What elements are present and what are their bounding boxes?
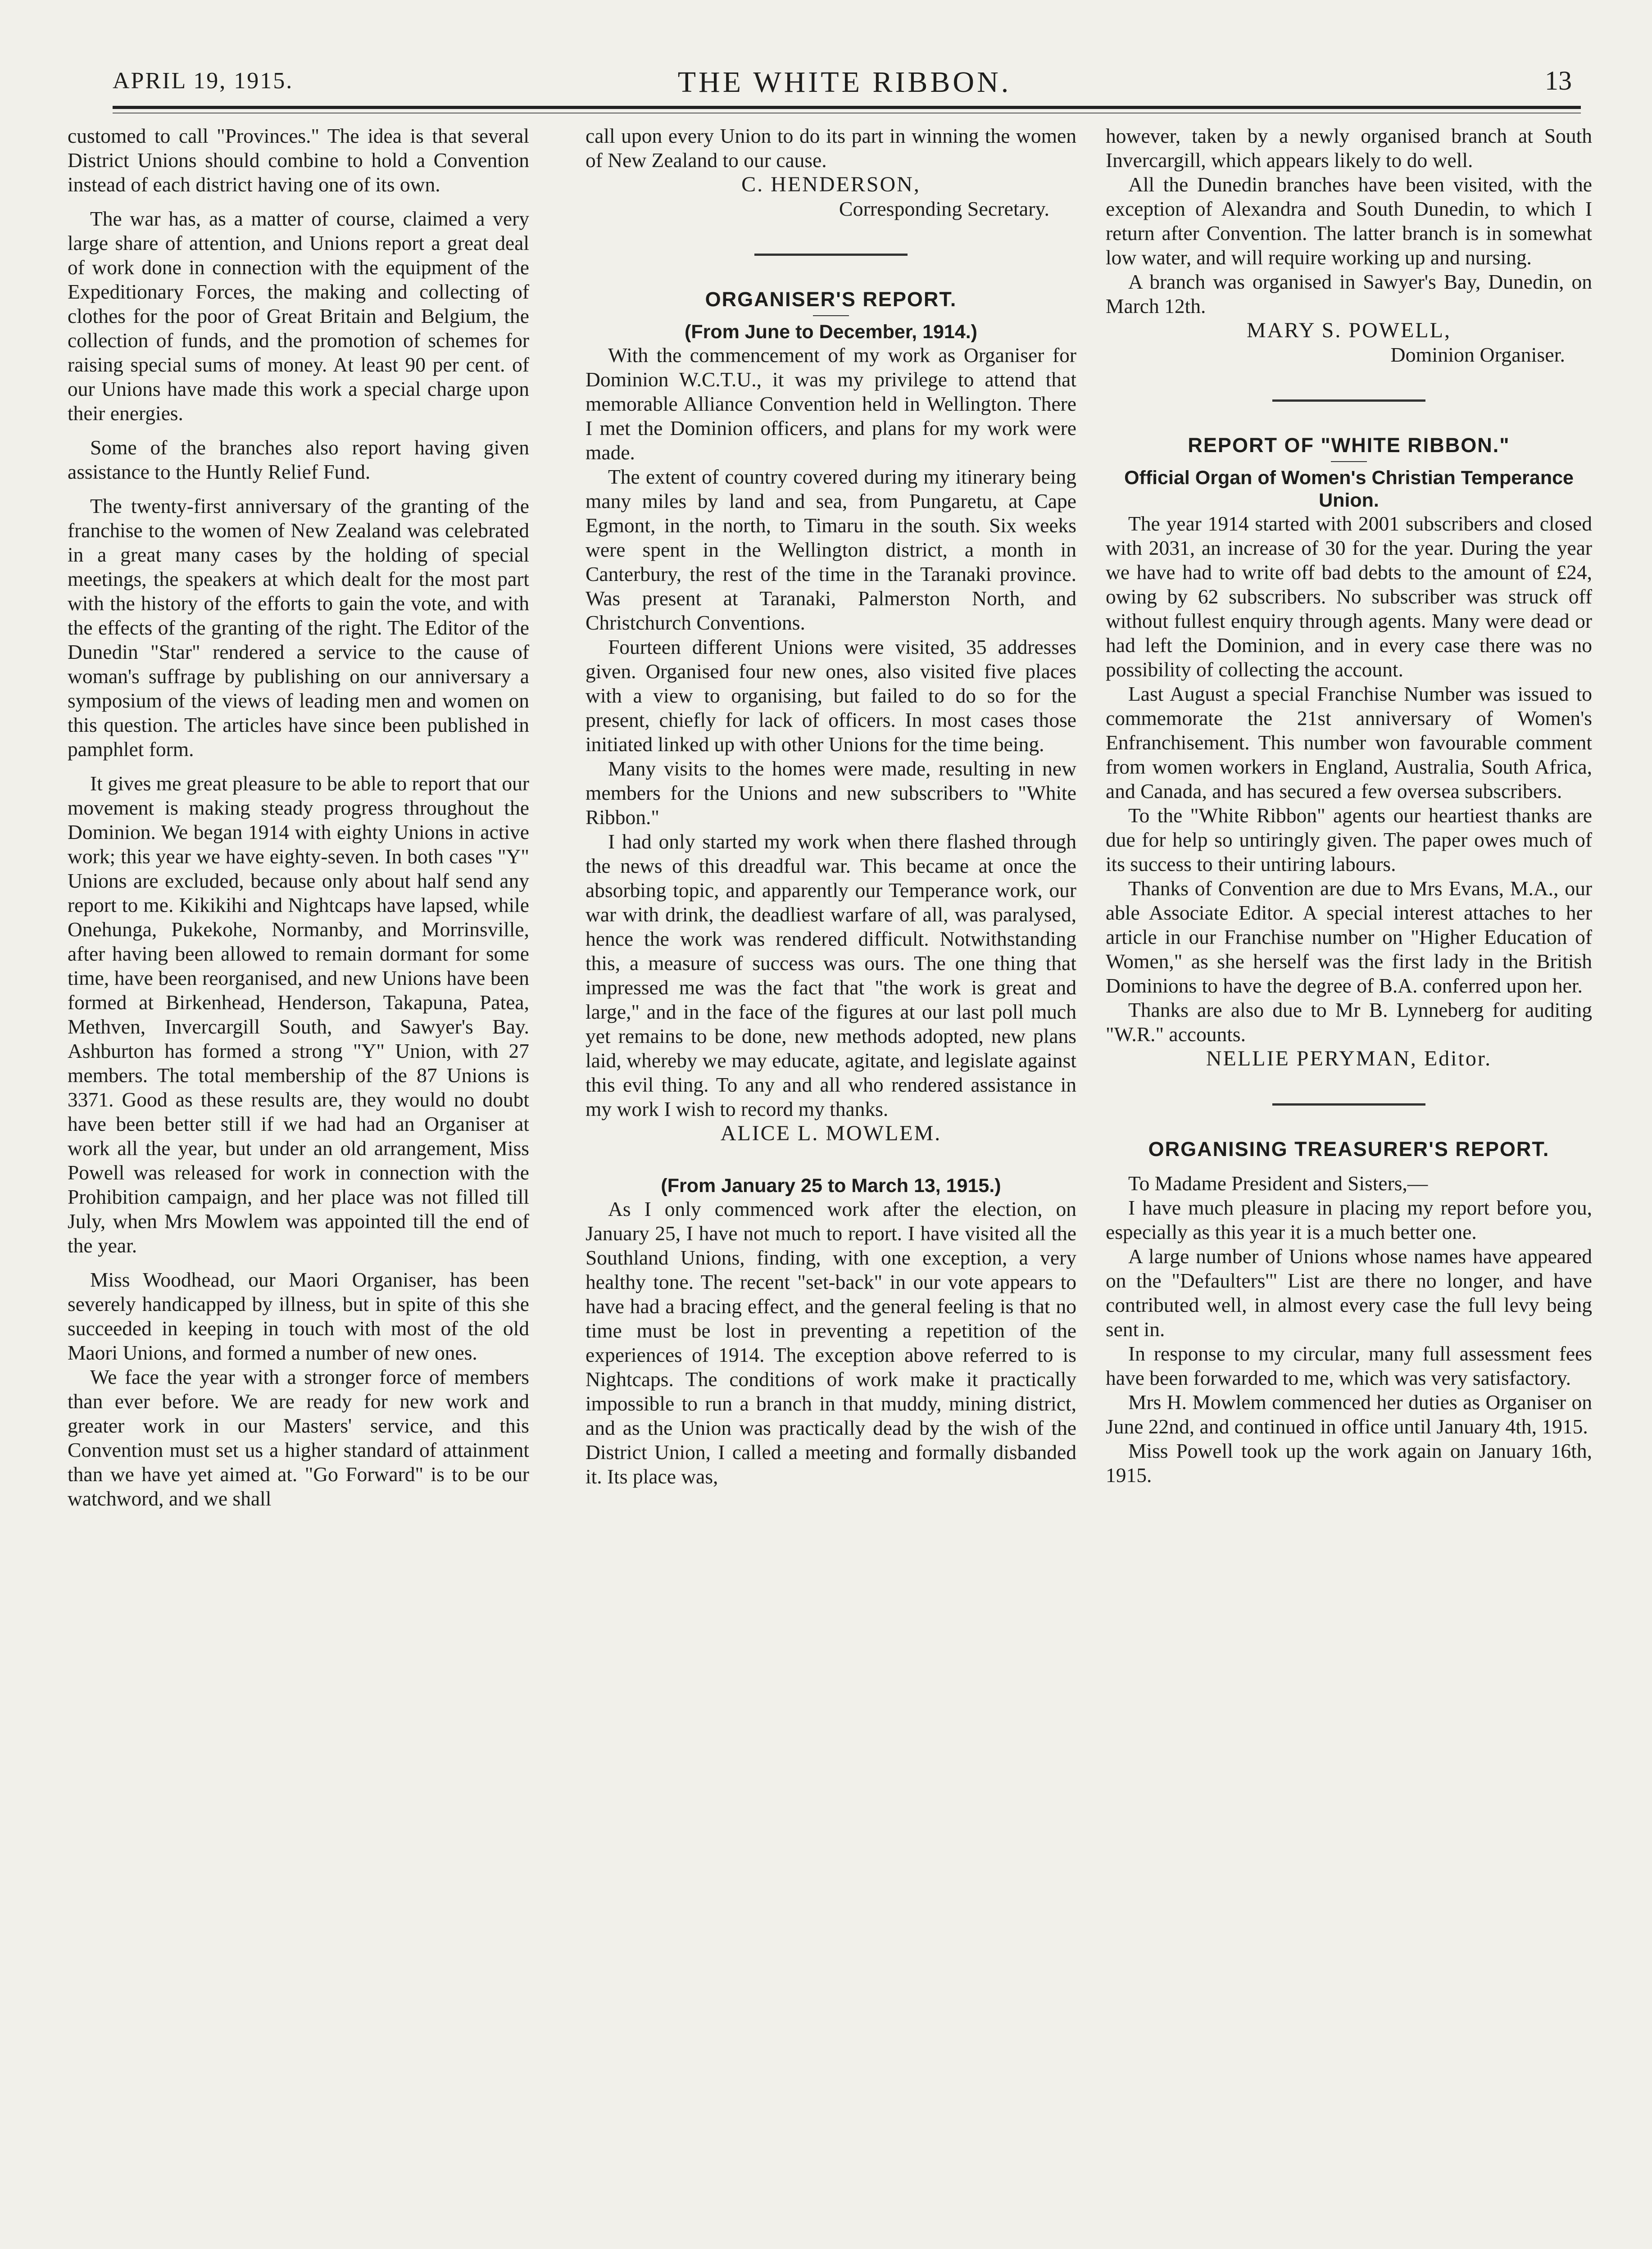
section-heading: ORGANISING TREASURER'S REPORT. <box>1148 1138 1550 1161</box>
section-subheading: (From January 25 to March 13, 1915.) <box>661 1175 1001 1197</box>
paragraph: call upon every Union to do its part in winning the women of New Zealand to our cause. <box>585 124 1076 172</box>
section-divider <box>754 254 908 256</box>
paragraph: A branch was organised in Sawyer's Bay, Dunedin, on March 12th. <box>1106 270 1592 317</box>
small-divider <box>813 315 849 316</box>
paragraph: Fourteen different Unions were visited, 35 addresses given. Organised four new ones, also visited five places with a view to organising, but failed to do so for the present, chiefly for lack of officers. In most cases those initiated linked up with other Unions for the time being. <box>585 635 1076 756</box>
paragraph: With the commencement of my work as Organiser for Dominion W.C.T.U., it was my privilege to attend that memorable Alliance Convention held in Wellington. There I met the Dominion officers, and plans for my work were made. <box>585 344 1076 464</box>
paragraph: Miss Woodhead, our Maori Organiser, has been severely handicapped by illness, but in spite of this she succeeded in keeping in touch with most of the old Maori Unions, and formed a number of new ones. <box>68 1268 529 1364</box>
paragraph: Thanks are also due to Mr B. Lynneberg for auditing "W.R." accounts. <box>1106 998 1592 1046</box>
paragraph: I have much pleasure in placing my report before you, especially as this year it is a much better one. <box>1106 1196 1592 1243</box>
paragraph: The war has, as a matter of course, claimed a very large share of attention, and Unions report a great deal of work done in connection with the equipment of the Expeditionary Forces, the making and collecting of clothes for the poor of Great Britain and Belgium, the collection of funds, and the promotion of schemes for raising special sums of money. At least 90 per cent. of our Unions have made this work a special charge upon their energies. <box>68 207 529 425</box>
paragraph: Last August a special Franchise Number was issued to commemorate the 21st anniversary of Women's Enfranchisement. This number won favourable comment from women workers in England, Australia, South Africa, and Canada, and has secured a few oversea subscribers. <box>1106 682 1592 803</box>
section-subheading: Official Organ of Women's Christian Temperance Union. <box>1124 467 1574 511</box>
paragraph: Thanks of Convention are due to Mrs Evans, M.A., our able Associate Editor. A special interest attaches to her article in our Franchise number on "Higher Education of Women," as she herself was the first lady in the British Dominions to have the degree of B.A. conferred upon her. <box>1106 877 1592 997</box>
paragraph: It gives me great pleasure to be able to report that our movement is making steady progress throughout the Dominion. We began 1914 with eighty Unions in active work; this year we have eighty-seven. In both cases "Y" Unions are excluded, because only about half send any report to me. Kikikihi and Nightcaps have lapsed, while Onehunga, Pukekohe, Normanby, and Morrinsville, after having been allowed to remain dormant for some time, have been reorganised, and new Unions have been formed at Birkenhead, Henderson, Takapuna, Patea, Methven, Invercargill South, and Sawyer's Bay. Ashburton has formed a strong "Y" Union, with 27 members. The total membership of the 87 Unions is 3371. Good as these results are, they would no doubt have been better still if we had had an Organiser at work all the year, but under an old arrangement, Miss Powell was released for work in connection with the Prohibition campaign, and her place was not filled till July, when Mrs Mowlem was appointed till the end of the year. <box>68 772 529 1257</box>
column-1 <box>68 124 529 1511</box>
paragraph: Mrs H. Mowlem commenced her duties as Organiser on June 22nd, and continued in office until January 4th, 1915. <box>1106 1391 1592 1438</box>
column-3 <box>1106 124 1592 1487</box>
paragraph: As I only commenced work after the election, on January 25, I have not much to report. I have visited all the Southland Unions, finding, with one exception, a very healthy tone. The recent "set-back" in our vote appears to have had a bracing effect, and the general feeling is that no time must be lost in preventing a repetition of the experiences of 1914. The exception above referred to is Nightcaps. The conditions of work make it practically impossible to run a branch in that muddy, mining district, and as the Union was practically dead by the wish of the District Union, I called a meeting and formally disbanded it. Its place was, <box>585 1197 1076 1488</box>
paragraph: Many visits to the homes were made, resulting in new members for the Unions and new subscribers to "White Ribbon." <box>585 757 1076 829</box>
page-header <box>113 54 1576 104</box>
paragraph: The twenty-first anniversary of the granting of the franchise to the women of New Zealand was celebrated in a great many cases by the holding of special meetings, the speakers at which dealt for the most part with the history of the efforts to gain the vote, and with the effects of the granting of the right. The Editor of the Dunedin "Star" rendered a service to the cause of woman's suffrage by publishing on our anniversary a symposium of the views of leading men and women on this question. The articles have since been published in pamphlet form. <box>68 494 529 761</box>
section-divider <box>1272 399 1425 402</box>
paragraph: Miss Powell took up the work again on January 16th, 1915. <box>1106 1439 1592 1487</box>
section-subheading: (From June to December, 1914.) <box>685 321 977 343</box>
section-heading: ORGANISER'S REPORT. <box>705 288 957 311</box>
paragraph: I had only started my work when there flashed through the news of this dreadful war. This became at once the absorbing topic, and apparently our Temperance work, our war with drink, the deadliest warfare of all, was paralysed, hence the work was rendered difficult. Notwithstanding this, a measure of success was ours. The one thing that impressed me was the fact that "the work is great and large," and in the face of the figures at our last poll much yet remains to be done, new methods adopted, new plans laid, whereby we may educate, agitate, and legislate against this evil thing. To any and all who rendered assistance in my work I wish to record my thanks. <box>585 830 1076 1120</box>
paragraph: A large number of Unions whose names have appeared on the "Defaulters'" List are there no longer, and have contributed well, in almost every case the full levy being sent in. <box>1106 1245 1592 1341</box>
section-heading: REPORT OF "WHITE RIBBON." <box>1188 434 1510 457</box>
paragraph: To the "White Ribbon" agents our heartiest thanks are due for help so untiringly given. The paper owes much of its success to their untiring labours. <box>1106 804 1592 875</box>
header-title: THE WHITE RIBBON. <box>677 66 1012 99</box>
signature-name: ALICE L. MOWLEM. <box>720 1121 942 1145</box>
header-rule <box>113 106 1581 109</box>
signature-name: C. HENDERSON, <box>741 172 921 196</box>
paragraph: To Madame President and Sisters,— <box>1128 1172 1428 1195</box>
signature-role: Dominion Organiser. <box>1390 343 1565 366</box>
paragraph: The year 1914 started with 2001 subscribers and closed with 2031, an increase of 30 for the year. During the year we have had to write off bad debts to the amount of £24, owing by 62 subscribers. No subscriber was struck off without fullest enquiry through agents. Many were dead or had left the Dominion, and in every case there was no possibility of collecting the account. <box>1106 512 1592 681</box>
paragraph: We face the year with a stronger force of members than ever before. We are ready for new work and greater work in our Masters' service, and this Convention must set us a higher standard of attainment than we have yet aimed at. "Go Forward" is to be our watchword, and we shall <box>68 1365 529 1510</box>
paragraph: All the Dunedin branches have been visited, with the exception of Alexandra and South Dunedin, to which I return after Convention. The latter branch is in somewhat low water, and will require working up and nursing. <box>1106 173 1592 269</box>
small-divider <box>1331 461 1367 462</box>
paragraph: customed to call "Provinces." The idea is that several District Unions should combine to hold a Convention instead of each district having one of its own. <box>68 124 529 196</box>
header-date: APRIL 19, 1915. <box>113 68 294 94</box>
signature-name: MARY S. POWELL, <box>1247 318 1451 342</box>
header-page-number: 13 <box>1545 66 1572 95</box>
paragraph: In response to my circular, many full assessment fees have been forwarded to me, which was very satisfactory. <box>1106 1342 1592 1389</box>
column-2 <box>585 124 1076 1489</box>
signature-role: Corresponding Secretary. <box>839 197 1049 220</box>
paragraph: The extent of country covered during my itinerary being many miles by land and sea, from Pungaretu, at Cape Egmont, in the north, to Timaru in the south. Six weeks were spent in the Wellington district, a month in Canterbury, the rest of the time in the Taranaki province. Was present at Taranaki, Palmerston North, and Christchurch Conventions. <box>585 465 1076 634</box>
signature-name: NELLIE PERYMAN, Editor. <box>1206 1047 1492 1070</box>
paragraph: however, taken by a newly organised branch at South Invercargill, which appears likely to do well. <box>1106 124 1592 172</box>
section-divider <box>1272 1103 1425 1106</box>
paragraph: Some of the branches also report having given assistance to the Huntly Relief Fund. <box>68 436 529 483</box>
